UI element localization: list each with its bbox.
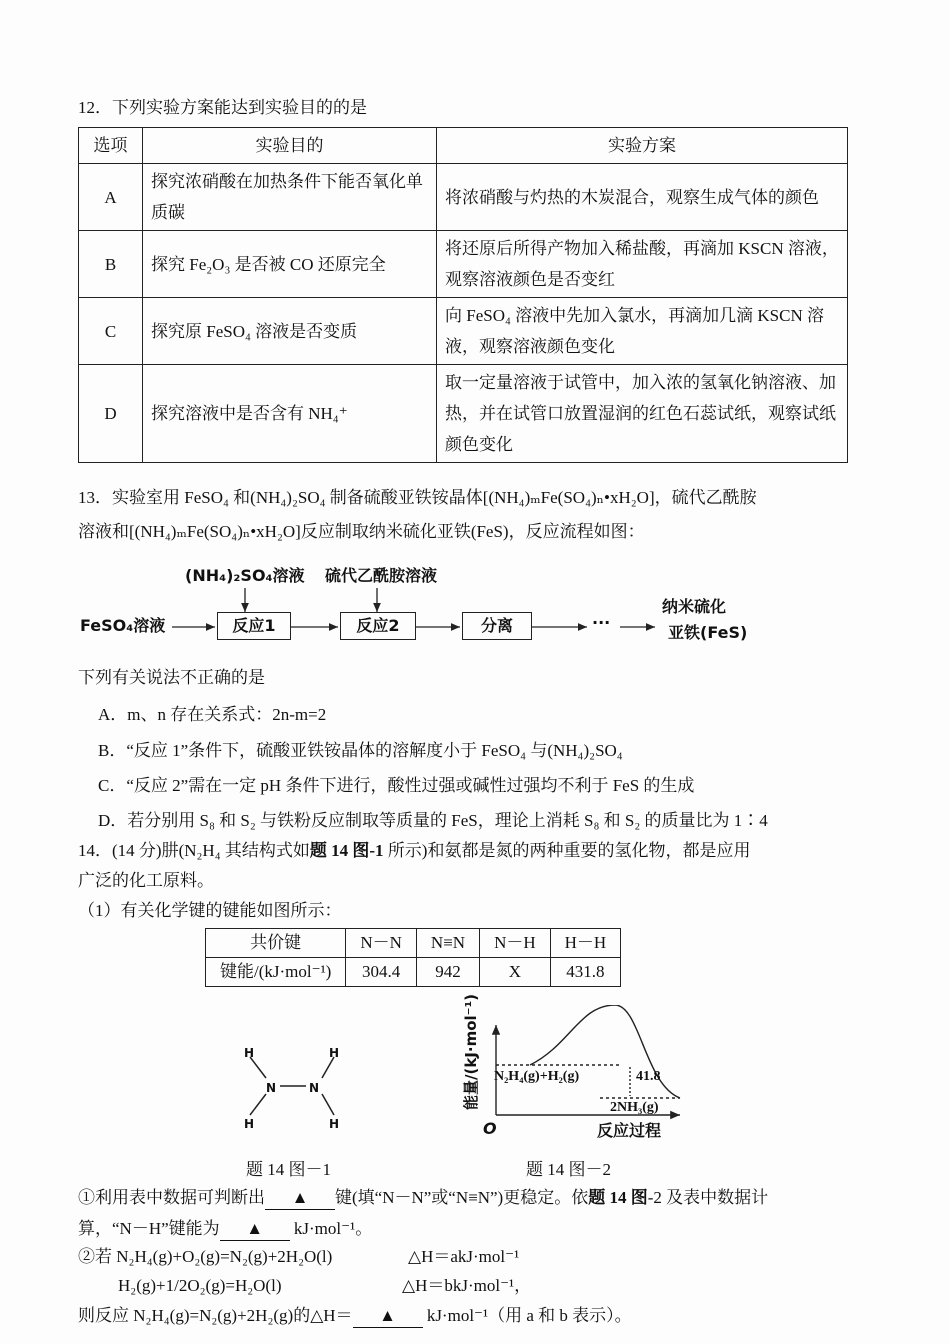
header: N≡N	[416, 929, 479, 958]
q14-sub1: （1）有关化学键的键能如图所示：	[78, 901, 342, 920]
flow-box-reaction2: 反应2	[340, 612, 416, 640]
bond-energy-table	[205, 928, 621, 987]
q13-option-b: B．“反应 1”条件下，硫酸亚铁铵晶体的溶解度小于 FeSO₄ 与(NH₄)₂SO₄	[98, 741, 623, 760]
q14-p3	[78, 1305, 632, 1328]
q14-line2: 广泛的化工原料。	[78, 871, 214, 890]
header-goal: 实验目的	[143, 128, 437, 164]
atom-n: N	[309, 1081, 320, 1095]
text: kJ·mol⁻¹。	[289, 1219, 373, 1238]
goal: 探究原 FeSO₄ 溶液是否变质	[143, 298, 437, 365]
q14-p1	[78, 1187, 768, 1210]
flow-end-1: 纳米硫化	[662, 597, 727, 616]
header: N－N	[346, 929, 417, 958]
text: kJ·mol⁻¹（用 a 和 b 表示）。	[422, 1306, 632, 1325]
header-plan: 实验方案	[437, 128, 848, 164]
option-label: C	[79, 298, 143, 365]
goal: 探究 Fe₂O₃ 是否被 CO 还原完全	[143, 231, 437, 298]
value: 431.8	[550, 958, 621, 987]
q13-option-c: C．“反应 2”需在一定 pH 条件下进行，酸性过强或碱性过强均不利于 FeS 的生成	[98, 776, 695, 795]
plan: 将浓硝酸与灼热的木炭混合，观察生成气体的颜色	[437, 164, 848, 231]
atom-h: H	[244, 1046, 255, 1060]
q14-p2	[78, 1218, 372, 1241]
energy-curve	[480, 1005, 700, 1125]
q14-dh2: △H＝bkJ·mol⁻¹，	[402, 1276, 532, 1295]
fig2-caption: 题 14 图－2	[526, 1160, 611, 1179]
text: 14．(14 分)肼(N₂H₄ 其结构式如	[78, 841, 310, 860]
x-axis-label: 反应过程	[597, 1121, 662, 1140]
header: N－H	[480, 929, 551, 958]
plan: 向 FeSO₄ 溶液中先加入氯水，再滴加几滴 KSCN 溶液，观察溶液颜色变化	[437, 298, 848, 365]
header: 共价键	[206, 929, 346, 958]
option-label: D	[79, 365, 143, 463]
q14-eq1: ②若 N₂H₄(g)+O₂(g)=N₂(g)+2H₂O(l)	[78, 1247, 333, 1266]
fig1-caption: 题 14 图－1	[246, 1160, 331, 1179]
products-label: 2NH₃(g)	[610, 1100, 659, 1115]
text: ①利用表中数据可判断出	[78, 1188, 265, 1207]
value: 304.4	[346, 958, 417, 987]
atom-n: N	[266, 1081, 277, 1095]
flow-box-separation: 分离	[462, 612, 532, 640]
option-label: B	[79, 231, 143, 298]
flow-end-2: 亚铁(FeS)	[668, 623, 748, 642]
q13-option-a: A．m、n 存在关系式：2n-m=2	[98, 705, 327, 724]
q13-option-d: D．若分别用 S₈ 和 S₂ 与铁粉反应制取等质量的 FeS，理论上消耗 S₈ 和 S₂ 的质量比为 1∶4	[98, 811, 768, 830]
header-option: 选项	[79, 128, 143, 164]
atom-h: H	[329, 1117, 340, 1131]
q13-line2: 溶液和[(NH₄)ₘFe(SO₄)ₙ•xH₂O]反应制取纳米硫化亚铁(FeS)，反应流程如图：	[78, 522, 645, 541]
q14-eq2: H₂(g)+1/2O₂(g)=H₂O(l)	[118, 1276, 282, 1295]
flow-reagent2: 硫代乙酰胺溶液	[325, 566, 438, 585]
plan: 将还原后所得产物加入稀盐酸，再滴加 KSCN 溶液，观察溶液颜色是否变红	[437, 231, 848, 298]
text: 键(填“N－N”或“N≡N”)更稳定。依	[335, 1188, 589, 1207]
y-axis-label: 能量/(kJ·mol⁻¹)	[462, 993, 480, 1110]
flow-start: FeSO₄溶液	[80, 616, 166, 635]
text: 算，“N－H”键能为	[78, 1219, 220, 1238]
text: -2 及表中数据计	[647, 1188, 769, 1207]
reactants-label: N₂H₄(g)+H₂(g)	[494, 1069, 580, 1084]
goal: 探究浓硝酸在加热条件下能否氧化单质碳	[143, 164, 437, 231]
q14-line1	[78, 840, 750, 862]
flow-dots: ···	[592, 613, 611, 632]
answer-blank[interactable]: ▲	[220, 1218, 290, 1241]
text: 所示)和氨都是氮的两种重要的氢化物，都是应用	[383, 841, 751, 860]
goal: 探究溶液中是否含有 NH₄⁺	[143, 365, 437, 463]
q13-question: 下列有关说法不正确的是	[78, 668, 265, 687]
row-label: 键能/(kJ·mol⁻¹)	[206, 958, 346, 987]
figure-ref: 题 14 图-1	[309, 841, 384, 860]
q12-stem: 12．下列实验方案能达到实验目的的是	[78, 98, 367, 117]
atom-h: H	[244, 1117, 255, 1131]
atom-h: H	[329, 1046, 340, 1060]
q13-line1: 13．实验室用 FeSO₄ 和(NH₄)₂SO₄ 制备硫酸亚铁铵晶体[(NH₄)ₘFe(SO₄)ₙ•xH₂O]，硫代乙酰胺	[78, 488, 757, 507]
text: 则反应 N₂H₄(g)=N₂(g)+2H₂(g)的△H＝	[78, 1306, 353, 1325]
option-label: A	[79, 164, 143, 231]
value: X	[480, 958, 551, 987]
plan: 取一定量溶液于试管中，加入浓的氢氧化钠溶液、加热，并在试管口放置湿润的红色石蕊试纸，观察试纸颜色变化	[437, 365, 848, 463]
header: H－H	[550, 929, 621, 958]
figure-ref: 题 14 图	[588, 1188, 648, 1207]
delta-label: 41.8	[636, 1069, 661, 1084]
answer-blank[interactable]: ▲	[353, 1305, 423, 1328]
flow-box-reaction1: 反应1	[217, 612, 291, 640]
q14-dh1: △H＝akJ·mol⁻¹	[408, 1247, 520, 1266]
flow-reagent1: (NH₄)₂SO₄溶液	[185, 566, 305, 585]
value: 942	[416, 958, 479, 987]
answer-blank[interactable]: ▲	[265, 1187, 335, 1210]
origin-label: O	[483, 1119, 497, 1138]
